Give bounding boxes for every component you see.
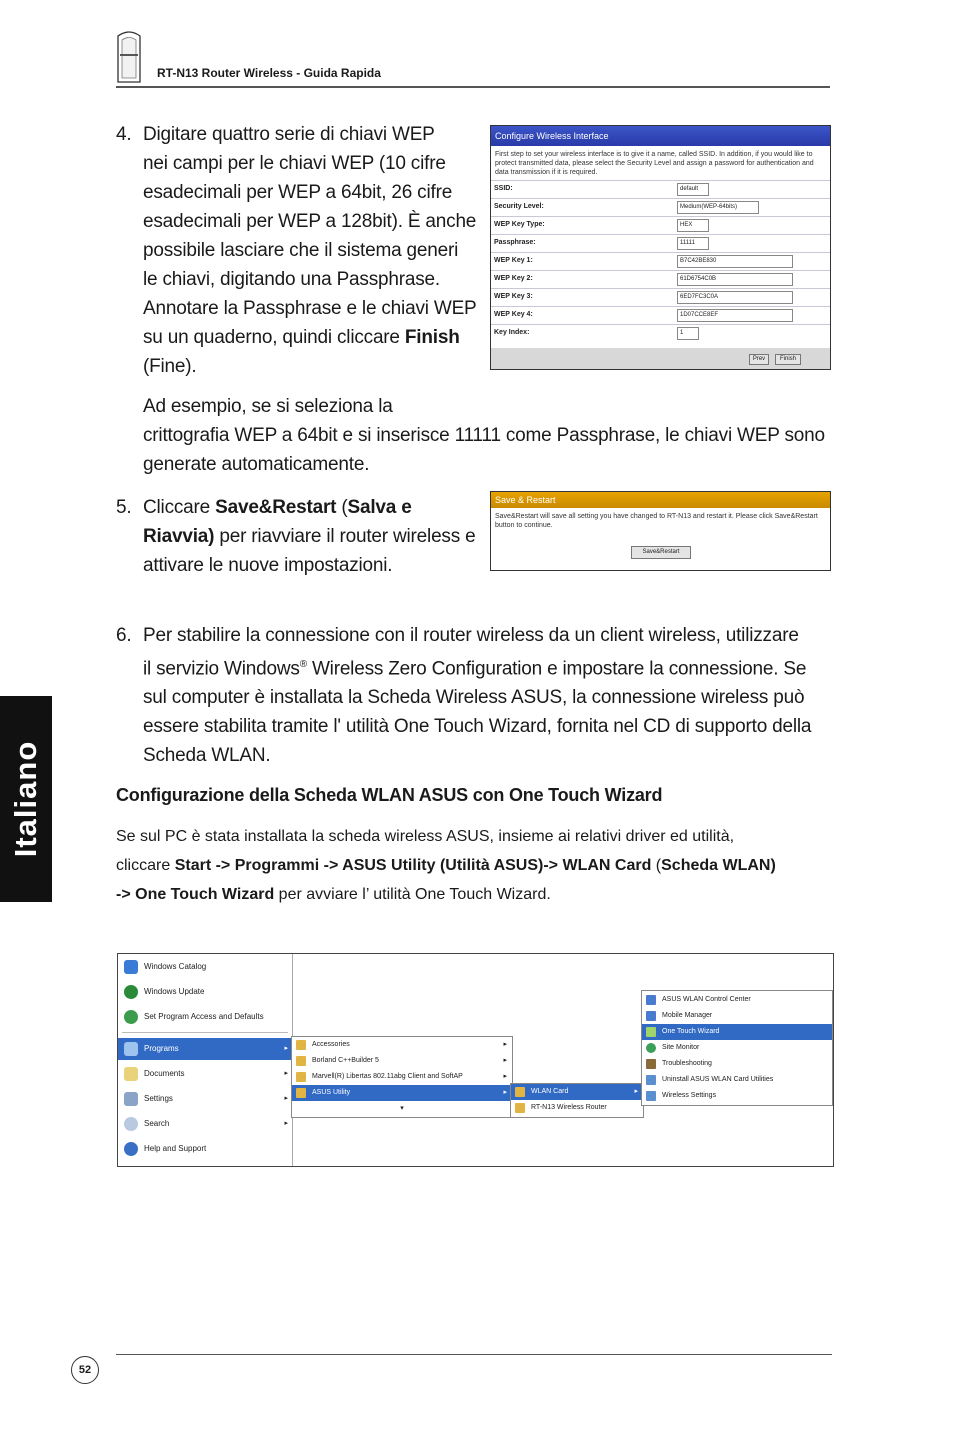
site-monitor-icon <box>646 1043 656 1053</box>
submenu-item-label: Troubleshooting <box>662 1060 712 1067</box>
help-icon <box>124 1142 138 1156</box>
save-restart-button[interactable]: Save&Restart <box>631 546 691 559</box>
step4-line: esadecimali per WEP a 128bit). È anche <box>143 211 477 232</box>
menu-item-label: Documents <box>144 1069 185 1078</box>
wep-key4-input[interactable]: 1D07CCE8EF <box>677 309 793 322</box>
field-row-security <box>491 198 830 217</box>
footer-rule <box>116 1354 832 1355</box>
menu-item-label: Search <box>144 1119 170 1128</box>
menu-item-programs[interactable] <box>118 1038 292 1060</box>
menu-item-label: Help and Support <box>144 1144 207 1153</box>
key-index-select[interactable]: 1 <box>677 327 699 340</box>
menu-item-label: Set Program Access and Defaults <box>144 1012 264 1021</box>
step4-line <box>143 323 483 352</box>
wireless-config-title: Configure Wireless Interface <box>491 126 830 146</box>
save-restart-title: Save & Restart <box>491 492 830 508</box>
step5-number: 5. <box>116 497 132 518</box>
wep-key1-input[interactable]: B7C42BE830 <box>677 255 793 268</box>
submenu-arrow-icon: ▸ <box>503 1089 507 1096</box>
field-row-key1 <box>491 252 830 271</box>
folder-icon <box>515 1103 525 1113</box>
step6-text-part: Wireless Zero Configuration e impostare la connessione. Se <box>306 658 807 680</box>
field-row-keytype <box>491 216 830 235</box>
step4-line: Digitare quattro serie di chiavi WEP <box>143 124 435 145</box>
submenu-item-label: Mobile Manager <box>662 1012 713 1019</box>
menu-item-set-program-access[interactable] <box>118 1006 264 1028</box>
section-line: Se sul PC è stata installata la scheda wireless ASUS, insieme ai relativi driver ed utilità, <box>116 828 735 845</box>
control-center-icon <box>646 995 656 1005</box>
step4-line: esadecimali per WEP a 64bit, 26 cifre <box>143 182 453 203</box>
menu-divider <box>122 1032 288 1033</box>
submenu-item-mobile-manager[interactable] <box>642 1008 832 1024</box>
step4-text <box>143 120 483 381</box>
field-label: WEP Key 4: <box>494 311 533 318</box>
step6-line: essere stabilita tramite l' utilità One Touch Wizard, fornita nel CD di supporto della <box>143 716 812 738</box>
field-label: WEP Key 2: <box>494 275 533 282</box>
submenu-item-wlan-card[interactable] <box>511 1084 643 1100</box>
step4-line: (Fine). <box>143 356 197 377</box>
section-heading: Configurazione della Scheda WLAN ASUS con One Touch Wizard <box>116 785 663 805</box>
programs-icon <box>124 1042 138 1056</box>
submenu-item-label: One Touch Wizard <box>662 1028 720 1035</box>
passphrase-input[interactable]: 11111 <box>677 237 709 250</box>
menu-item-label: Settings <box>144 1094 173 1103</box>
settings-icon <box>124 1092 138 1106</box>
salva-term: Salva e <box>347 497 412 518</box>
menu-item-search[interactable] <box>118 1113 292 1135</box>
folder-icon <box>515 1087 525 1097</box>
finish-button[interactable]: Finish <box>775 354 801 365</box>
submenu-item-label: RT-N13 Wireless Router <box>531 1104 607 1111</box>
step5-line <box>143 522 483 551</box>
step6-line: Scheda WLAN. <box>143 745 271 767</box>
wep-key3-input[interactable]: 6ED7FC3C0A <box>677 291 793 304</box>
field-label: Security Level: <box>494 203 544 210</box>
submenu-item-label: Marvell(R) Libertas 802.11abg Client and SoftAP <box>312 1073 463 1080</box>
wlan-card-submenu <box>641 990 833 1106</box>
submenu-item-asus-utility[interactable] <box>292 1085 512 1101</box>
wireless-config-footer <box>491 348 830 369</box>
submenu-arrow-icon: ▸ <box>503 1073 507 1080</box>
submenu-arrow-icon: ▸ <box>284 1070 288 1077</box>
submenu-item-rt-n13[interactable] <box>511 1100 643 1116</box>
troubleshooting-icon <box>646 1059 656 1069</box>
section-text-part: cliccare <box>116 857 175 874</box>
submenu-item-borland[interactable] <box>292 1053 512 1069</box>
step4-line8-text: su un quaderno, quindi cliccare <box>143 327 405 348</box>
mobile-manager-icon <box>646 1011 656 1021</box>
section-line <box>116 880 836 909</box>
submenu-arrow-icon: ▸ <box>284 1120 288 1127</box>
submenu-arrow-icon: ▸ <box>634 1088 638 1095</box>
field-row-keyindex <box>491 324 830 343</box>
section-text-part: per avviare l’ utilità One Touch Wizard. <box>274 886 551 903</box>
menu-item-label: Windows Update <box>144 987 205 996</box>
submenu-item-uninstall[interactable] <box>642 1072 832 1088</box>
save-restart-description: Save&Restart will save all setting you have changed to RT-N13 and restart it. Please click Save&Restart button to continue. <box>495 513 818 529</box>
menu-item-help[interactable] <box>118 1138 206 1160</box>
language-tab-label: Italiano <box>8 740 43 858</box>
save-restart-term: Save&Restart <box>215 497 337 518</box>
menu-item-windows-update[interactable] <box>118 981 204 1003</box>
wireless-config-description: First step to set your wireless interface is to give it a name, called SSID. In addition, if you would like to protect transmitted data, please select the Security Level and assign a password for authentication and data transmission if it is required. <box>495 151 814 176</box>
section-text-part: ( <box>651 857 662 874</box>
field-row-key3 <box>491 288 830 307</box>
submenu-item-control-center[interactable] <box>642 992 832 1008</box>
asus-utility-submenu <box>510 1083 644 1118</box>
step5-line <box>143 493 483 522</box>
field-label: Key Index: <box>494 329 530 336</box>
ssid-input[interactable]: default <box>677 183 709 196</box>
folder-icon <box>296 1040 306 1050</box>
menu-path-part: Scheda WLAN) <box>661 857 776 874</box>
wep-key2-input[interactable]: 61D6754C0B <box>677 273 793 286</box>
more-programs-chevron-icon[interactable]: ▾ <box>400 1105 404 1112</box>
submenu-item-label: Borland C++Builder 5 <box>312 1057 379 1064</box>
page-number: 52 <box>71 1356 99 1384</box>
finish-term: Finish <box>404 327 460 348</box>
folder-icon <box>296 1072 306 1082</box>
example-line: Ad esempio, se si seleziona la <box>143 396 393 417</box>
submenu-item-label: Uninstall ASUS WLAN Card Utilities <box>662 1076 774 1083</box>
field-label: WEP Key 1: <box>494 257 533 264</box>
key-type-select[interactable]: HEX <box>677 219 709 232</box>
wireless-config-screenshot <box>490 125 831 370</box>
step6-text-part: il servizio Windows <box>143 658 300 680</box>
start-menu-left-column <box>118 954 293 1166</box>
step5-text-part: per riavviare il router wireless e <box>214 526 476 547</box>
registered-mark: ® <box>299 659 307 670</box>
step4-line: nei campi per le chiavi WEP (10 cifre <box>143 153 446 174</box>
field-label: WEP Key 3: <box>494 293 533 300</box>
submenu-item-label: Accessories <box>312 1041 350 1048</box>
field-label: SSID: <box>494 185 513 192</box>
folder-icon <box>296 1056 306 1066</box>
submenu-item-label: Wireless Settings <box>662 1092 717 1099</box>
menu-item-settings[interactable] <box>118 1088 292 1110</box>
wizard-icon <box>646 1027 656 1037</box>
menu-item-label: Windows Catalog <box>144 962 207 971</box>
submenu-arrow-icon: ▸ <box>284 1095 288 1102</box>
security-level-select[interactable]: Medium(WEP-64bits) <box>677 201 759 214</box>
section-body <box>116 822 836 909</box>
documents-icon <box>124 1067 138 1081</box>
submenu-item-troubleshooting[interactable] <box>642 1056 832 1072</box>
step6-line <box>143 650 833 683</box>
menu-item-documents[interactable] <box>118 1063 292 1085</box>
submenu-item-site-monitor[interactable] <box>642 1040 832 1056</box>
step5-text-part: Cliccare <box>143 497 216 518</box>
submenu-item-accessories[interactable] <box>292 1037 512 1053</box>
field-label: WEP Key Type: <box>494 221 545 228</box>
step4-line: possibile lasciare che il sistema generi <box>143 240 459 261</box>
submenu-arrow-icon: ▸ <box>284 1045 288 1052</box>
windows-catalog-icon <box>124 960 138 974</box>
step6-number: 6. <box>116 625 132 646</box>
submenu-item-label: ASUS Utility <box>312 1089 351 1096</box>
uninstall-icon <box>646 1075 656 1085</box>
step6-text <box>143 621 833 770</box>
menu-path-part: Start -> Programmi -> ASUS Utility <box>174 857 436 874</box>
start-menu-screenshot <box>117 953 834 1167</box>
step5-text <box>143 493 483 580</box>
field-row-key2 <box>491 270 830 289</box>
step6-line: sul computer è installata la Scheda Wireless ASUS, la connessione wireless può <box>143 687 805 709</box>
section-line <box>116 851 836 880</box>
submenu-item-wireless-settings[interactable] <box>642 1088 832 1104</box>
field-row-key4 <box>491 306 830 325</box>
step4-line: le chiavi, digitando una Passphrase. <box>143 269 440 290</box>
menu-item-windows-catalog[interactable] <box>118 956 206 978</box>
menu-path-part: -> One Touch Wizard <box>116 886 275 903</box>
step5-line: attivare le nuove impostazioni. <box>143 555 393 576</box>
example-line: generate automaticamente. <box>143 454 370 475</box>
step4-example <box>143 392 833 479</box>
submenu-item-label: WLAN Card <box>531 1088 569 1095</box>
menu-item-label: Programs <box>144 1044 179 1053</box>
submenu-arrow-icon: ▸ <box>503 1041 507 1048</box>
submenu-item-label: Site Monitor <box>662 1044 700 1051</box>
field-row-ssid <box>491 180 830 199</box>
search-icon <box>124 1117 138 1131</box>
submenu-item-one-touch-wizard[interactable] <box>642 1024 832 1040</box>
riavvia-term: Riavvia) <box>143 526 215 547</box>
wireless-settings-icon <box>646 1091 656 1101</box>
field-label: Passphrase: <box>494 239 536 246</box>
step4-number: 4. <box>116 124 132 145</box>
menu-path-part: (Utilità ASUS)-> WLAN Card <box>439 857 652 874</box>
save-restart-screenshot <box>490 491 831 571</box>
program-access-icon <box>124 1010 138 1024</box>
language-tab <box>0 696 52 902</box>
folder-icon <box>296 1088 306 1098</box>
header-title: RT-N13 Router Wireless - Guida Rapida <box>157 66 381 80</box>
field-row-passphrase <box>491 234 830 253</box>
step5-text-part: ( <box>336 497 348 518</box>
submenu-arrow-icon: ▸ <box>503 1057 507 1064</box>
programs-submenu <box>291 1036 513 1118</box>
step4-line: Annotare la Passphrase e le chiavi WEP <box>143 298 477 319</box>
submenu-item-marvell[interactable] <box>292 1069 512 1085</box>
submenu-item-label: ASUS WLAN Control Center <box>662 996 751 1003</box>
step6-line: Per stabilire la connessione con il router wireless da un client wireless, utilizzare <box>143 625 799 646</box>
windows-update-icon <box>124 985 138 999</box>
header-rule <box>116 86 830 88</box>
example-line: crittografia WEP a 64bit e si inserisce 11111 come Passphrase, le chiavi WEP sono <box>143 425 825 446</box>
router-icon <box>114 30 144 88</box>
prev-button[interactable]: Prev <box>749 354 769 365</box>
